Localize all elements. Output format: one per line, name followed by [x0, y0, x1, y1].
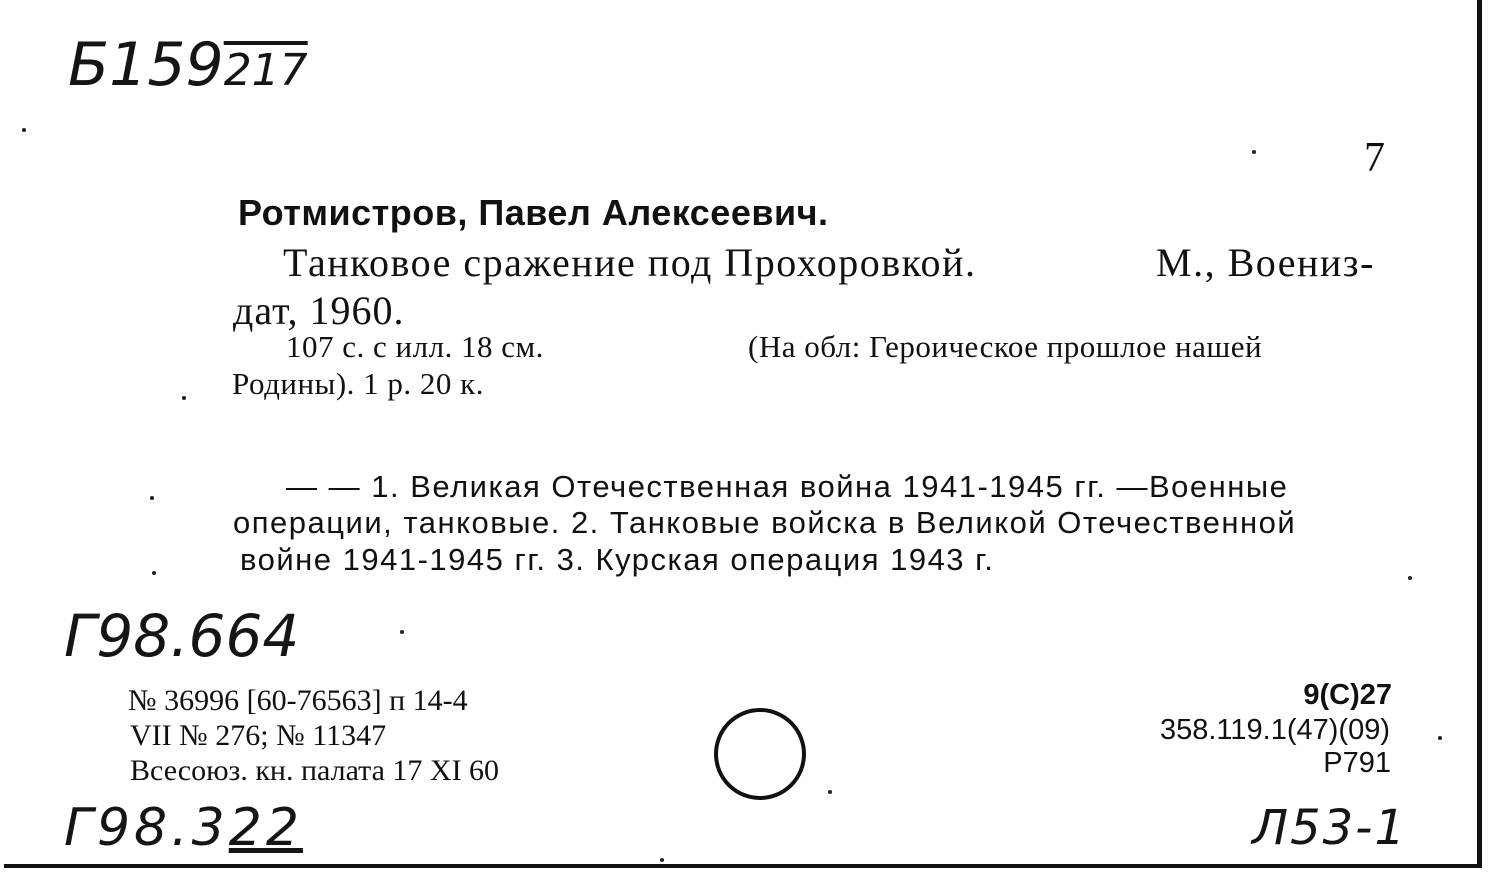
collation-text: 107 с. с илл. 18 см. — [286, 329, 544, 364]
title-line-2: дат, 1960. — [233, 288, 405, 333]
punch-hole-circle — [714, 708, 806, 800]
collation-line-1 — [286, 329, 1263, 365]
imprint-line-1: № 36996 [60-76563] п 14-4 — [128, 684, 468, 717]
handwritten-call-number-bottom-main: Г98.3 — [64, 798, 229, 858]
classification-line-3: Р791 — [1323, 747, 1391, 779]
handwritten-shelfmark-fraction: 217 — [223, 45, 308, 96]
subject-line-2: операции, танковые. 2. Танковые войска в Великой Отечественной — [233, 505, 1297, 540]
scan-speck — [1438, 736, 1442, 740]
handwritten-call-number-bottom-underlined: 22 — [228, 798, 303, 858]
classification-line-2: 358.119.1(47)(09) — [1159, 714, 1390, 746]
subject-line-3: войне 1941-1945 гг. 3. Курская операция 1943 г. — [240, 542, 995, 577]
classification-line-1: 9(С)27 — [1303, 679, 1392, 711]
scan-speck — [22, 128, 26, 132]
handwritten-call-number-bottom — [64, 798, 303, 858]
handwritten-shelfmark-top — [68, 30, 308, 100]
subject-line-1: — — 1. Великая Отечественная война 1941-1945 гг. —Военные — [286, 469, 1289, 504]
scan-speck — [182, 396, 186, 400]
collation-line-2: Родины). 1 р. 20 к. — [232, 366, 484, 401]
author-heading: Ротмистров, Павел Алексеевич. — [238, 192, 829, 233]
scan-speck — [152, 571, 156, 575]
scan-speck — [400, 630, 404, 634]
scan-speck — [1408, 576, 1412, 580]
imprint-line-2: VII № 276; № 11347 — [130, 719, 387, 752]
handwritten-note-bottom-right: Л53-1 — [1252, 800, 1408, 856]
scan-speck — [1252, 150, 1256, 154]
scan-speck — [828, 790, 832, 794]
series-text: (На обл: Героическое прошлое нашей — [748, 329, 1263, 364]
publisher-text: М., Воениз- — [1156, 240, 1375, 285]
scan-speck — [660, 858, 664, 862]
handwritten-call-number-middle: Г98.664 — [64, 602, 300, 670]
card-number: 7 — [1364, 135, 1385, 181]
imprint-line-3: Всесоюз. кн. палата 17 XI 60 — [130, 754, 500, 787]
scan-speck — [150, 496, 154, 500]
title-text: Танковое сражение под Прохоровкой. — [283, 240, 977, 285]
handwritten-shelfmark-main: Б159 — [68, 30, 224, 100]
title-line-1 — [283, 239, 1375, 286]
